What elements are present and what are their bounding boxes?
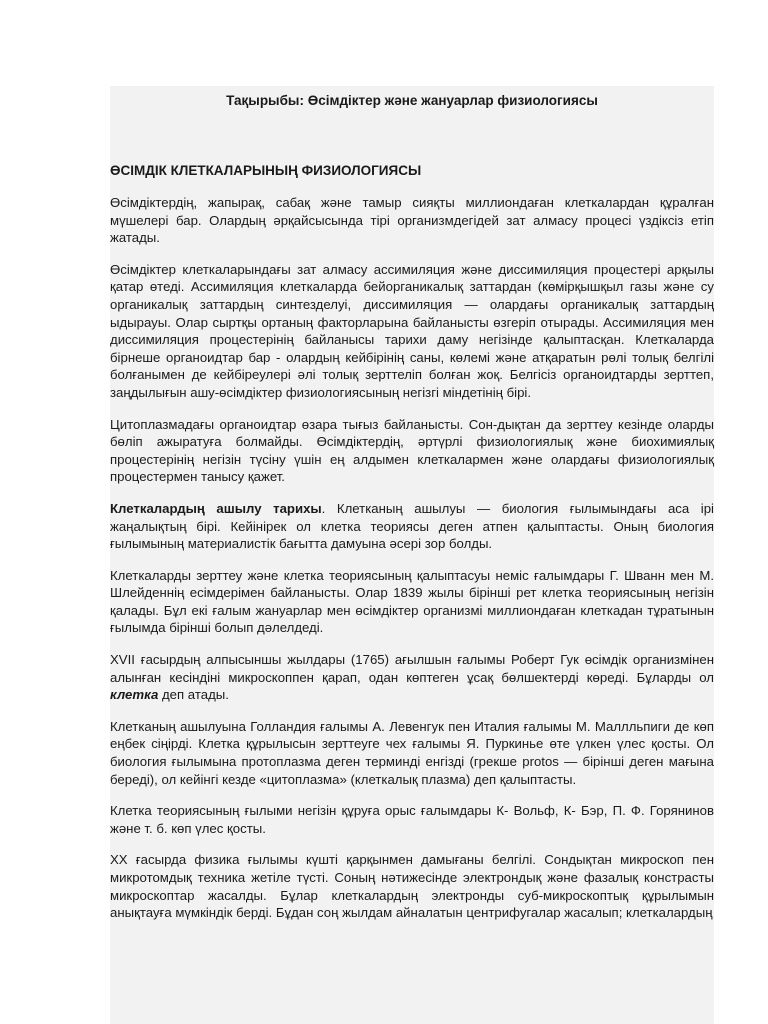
paragraph-6 xyxy=(110,651,714,704)
paragraph-8: Клетка теориясының ғылыми негізін құруға орыс ғалымдары К- Вольф, К- Бэр, П. Ф. Горянинов және т. б. көп үлес қосты. xyxy=(110,803,714,836)
paragraph-4-heading: Клеткалардың ашылу тарихы xyxy=(110,500,322,516)
section-heading: ӨСІМДІК КЛЕТКАЛАРЫНЫҢ ФИЗИОЛОГИЯСЫ xyxy=(110,163,422,178)
document-title: Тақырыбы: Өсімдіктер және жануарлар физиологиясы xyxy=(226,93,598,108)
paragraph-4-text: . Клетканың ашылуы — биология ғылымындағы аса ірі жаңалықтың бірі. Кейінірек ол клетка теориясы деген атпен қалыптасты. Оның биология ғылымының материалистік бағытта дамуына әсері зор болды. xyxy=(110,500,714,552)
paragraph-1: Өсімдіктердің, жапырақ, сабақ және тамыр сияқты миллиондаған клеткалардан құралған мүшелері бар. Олардың әрқайсысында тірі организмдегідей зат алмасу процесі үздіксіз етіп жатады. xyxy=(110,195,714,246)
paragraph-5: Клеткаларды зерттеу және клетка теориясының қалыптасуы неміс ғалымдары Г. Шванн мен М. Шлейденнің есімдерімен байланысты. Олар 1839 жылы бірінші рет клетка теориясының негізін қалады. Бұл екі ғалым жануарлар мен өсімдіктер организмі миллиондаған клеткадан тұратынын ғылымда бірінші болып дәлелдеді. xyxy=(110,567,714,636)
paragraph-6-text-after: деп атады. xyxy=(158,687,229,703)
document-page xyxy=(110,86,714,1024)
paragraph-2: Өсімдіктер клеткаларындағы зат алмасу ассимиляция және диссимиляция процестері арқылы қатар өтеді. Ассимиляция клеткаларда бейорганикалық заттардан (көмірқышқыл газы және су органикалық заттардың синтезделуі, диссимиляция — олардағы органикалық заттардың ыдырауы. Олар сыртқы ортаның факторларына байланысты өзгеріп отырады. Ассимиляция мен диссимиляция процестерінің байланысы тарихи даму негізінде қалыптасқан. Клеткаларда бірнеше органоидтар бар - олардың кейбірінің саны, көлемі және атқаратын рөлі толық белгілі болғанымен де кейбіреулері әлі толық зерттеліп болған жоқ. Белгісіз органоидтарды зерттеп, заңдылығын ашу-өсімдіктер физиологиясының негізгі міндетінің бірі. xyxy=(110,261,714,400)
paragraph-9: XX ғасырда физика ғылымы күшті қарқынмен дамығаны белгілі. Сондықтан микроскоп пен микротомдық техника жетіле түсті. Соның нәтижесінде электрондық және фазалық констрасты микроскоптар жасалды. Бұлар клеткалардың электронды суб-микроскоптық құрылымын анықтауға мүмкіндік берді. Бұдан соң жылдам айналатын центрифугалар жасалып; клеткалардың xyxy=(110,852,714,921)
paragraph-6-text-before: XVІІ ғасырдың алпысыншы жылдары (1765) ағылшын ғалымы Роберт Гук өсімдік организмінен алынған кесіндіні микроскоппен қарап, одан көптеген ұсақ бөлшектерді көреді. Бұларды ол xyxy=(110,652,714,685)
paragraph-4 xyxy=(110,500,714,553)
paragraph-3: Цитоплазмадағы органоидтар өзара тығыз байланысты. Сон-дықтан да зерттеу кезінде оларды бөліп ажыратуға болмайды. Өсімдіктердің, әртүрлі физиологиялық және биохимиялық процестерінің негізін түсіну үшін ең алдымен клеткалармен және олардағы физиологиялық процестермен танысу қажет. xyxy=(110,416,714,485)
paragraph-7: Клетканың ашылуына Голландия ғалымы А. Левенгук пен Италия ғалымы М. Маллльпиги де көп еңбек сіңірді. Клетка құрылысын зерттеуге чех ғалымы Я. Пуркинье өте үлкен үлес қосты. Ол биология ғылымына протоплазма деген терминді енгізді (грекше protos — бірінші деген мағына береді), ол кейінгі кезде «цитоплазма» (клеткалық плазма) деп қалыптасты. xyxy=(110,718,714,787)
paragraph-6-emphasis: клетка xyxy=(110,687,159,703)
